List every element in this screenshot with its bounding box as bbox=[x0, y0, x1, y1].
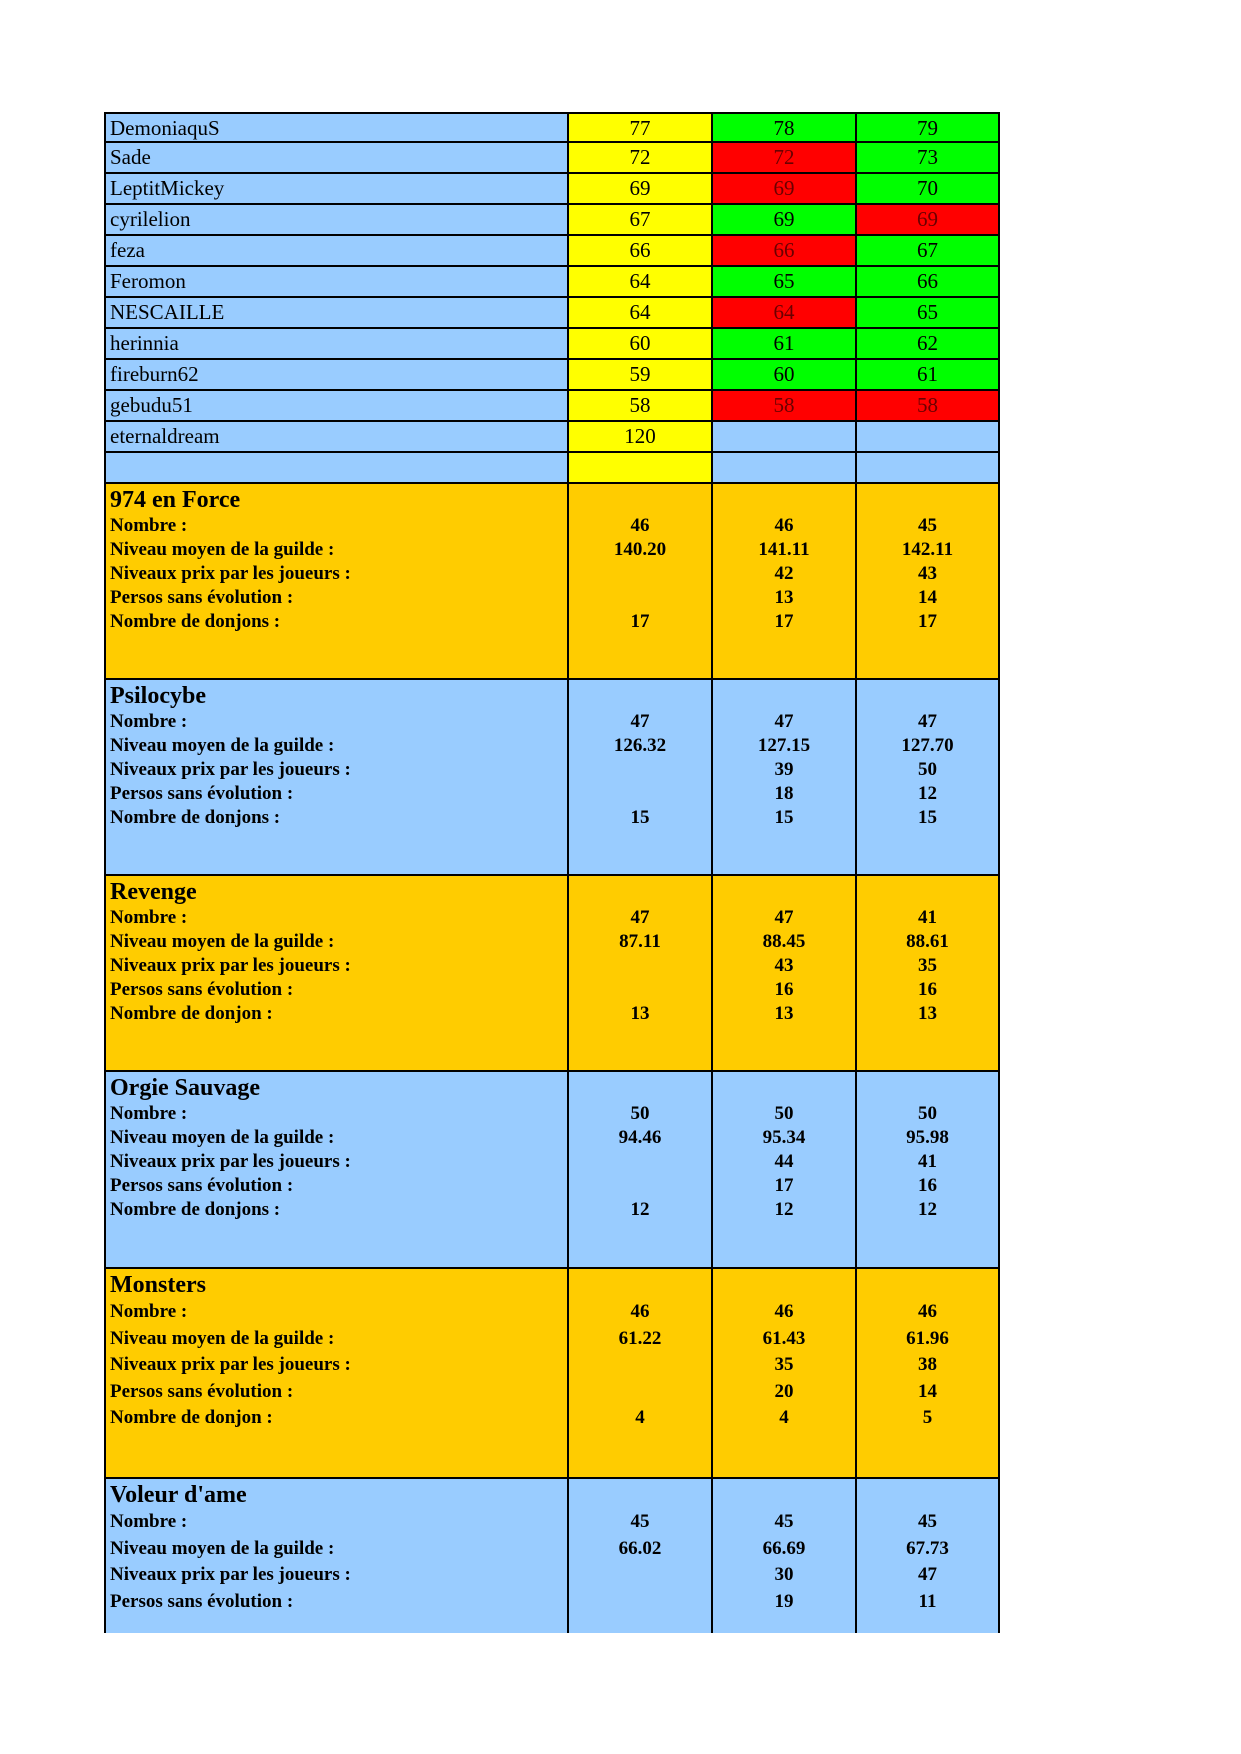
stat-value: 15 bbox=[918, 807, 937, 828]
stat-label: Niveaux prix par les joueurs : bbox=[110, 1151, 351, 1172]
level-week1: 64 bbox=[629, 300, 651, 324]
stat-value: 45 bbox=[774, 1511, 794, 1532]
player-name-cell[interactable] bbox=[104, 453, 569, 484]
level-week2: 69 bbox=[773, 207, 795, 231]
stat-label: Niveau moyen de la guilde : bbox=[110, 1537, 335, 1559]
level-week3-cell[interactable] bbox=[857, 298, 1000, 329]
guild-section bbox=[104, 1269, 1000, 1479]
guild-name: Monsters bbox=[110, 1272, 206, 1298]
guild-col2-cell[interactable] bbox=[713, 1072, 857, 1269]
level-week3: 67 bbox=[917, 238, 938, 262]
stat-value: 16 bbox=[774, 979, 794, 1000]
level-week3: 65 bbox=[917, 300, 938, 324]
guild-name: Voleur d'ame bbox=[110, 1482, 247, 1508]
level-week3-cell[interactable] bbox=[857, 329, 1000, 360]
stat-value: 5 bbox=[922, 1407, 933, 1428]
level-week1-cell[interactable] bbox=[569, 453, 713, 484]
stat-value bbox=[569, 1352, 711, 1379]
level-week1-cell[interactable] bbox=[569, 174, 713, 205]
level-week2-cell[interactable] bbox=[713, 143, 857, 174]
stat-label: Niveaux prix par les joueurs : bbox=[110, 1564, 351, 1585]
player-name-cell[interactable] bbox=[104, 422, 569, 453]
stat-value: 47 bbox=[774, 711, 794, 732]
stat-value: 46 bbox=[774, 1301, 794, 1322]
level-week3: 69 bbox=[917, 207, 938, 231]
stat-label: Nombre de donjons : bbox=[110, 611, 281, 632]
level-week3: 58 bbox=[917, 393, 938, 417]
player-name: LeptitMickey bbox=[110, 176, 225, 200]
level-week2-cell[interactable] bbox=[713, 236, 857, 267]
stat-value: 50 bbox=[918, 1103, 937, 1124]
level-week1: 67 bbox=[629, 207, 651, 231]
player-name: DemoniaquS bbox=[110, 116, 220, 140]
stat-value: 140.20 bbox=[613, 539, 667, 560]
level-week1: 77 bbox=[629, 116, 651, 140]
player-name-cell[interactable] bbox=[104, 391, 569, 422]
stat-label: Niveaux prix par les joueurs : bbox=[110, 1354, 351, 1375]
guild-col3-cell[interactable] bbox=[857, 484, 1000, 680]
stat-label: Nombre : bbox=[110, 711, 188, 732]
level-week1: 72 bbox=[629, 145, 651, 169]
guild-col3-cell[interactable] bbox=[857, 1269, 1000, 1479]
stat-value: 19 bbox=[774, 1590, 794, 1612]
player-name-cell[interactable] bbox=[104, 298, 569, 329]
player-row bbox=[104, 267, 1000, 298]
stat-value: 4 bbox=[779, 1407, 789, 1428]
stat-value: 47 bbox=[630, 711, 650, 732]
stat-value: 14 bbox=[918, 1380, 937, 1402]
stat-value: 43 bbox=[918, 563, 937, 584]
stat-label: Nombre de donjons : bbox=[110, 807, 281, 828]
player-name: eternaldream bbox=[110, 424, 220, 448]
stat-label: Nombre : bbox=[110, 907, 188, 928]
stat-value: 126.32 bbox=[613, 735, 667, 756]
guild-section bbox=[104, 680, 1000, 876]
stat-value: 88.45 bbox=[762, 931, 806, 952]
level-week1-cell[interactable] bbox=[569, 329, 713, 360]
guild-name: Orgie Sauvage bbox=[110, 1075, 260, 1101]
stat-value: 95.98 bbox=[906, 1127, 949, 1148]
stat-value: 46 bbox=[630, 1301, 650, 1322]
guild-col2-cell[interactable] bbox=[713, 1479, 857, 1633]
level-week3-cell[interactable] bbox=[857, 267, 1000, 298]
guild-section bbox=[104, 876, 1000, 1072]
level-week3-cell[interactable] bbox=[857, 236, 1000, 267]
stat-value: 46 bbox=[630, 515, 650, 536]
stat-value: 66.02 bbox=[618, 1537, 662, 1559]
guild-name: Revenge bbox=[110, 879, 197, 905]
stat-label: Niveaux prix par les joueurs : bbox=[110, 759, 351, 780]
stat-value: 94.46 bbox=[618, 1127, 662, 1148]
stat-value: 12 bbox=[918, 783, 937, 804]
level-week3: 79 bbox=[917, 116, 938, 140]
stat-value: 20 bbox=[774, 1380, 794, 1402]
player-row bbox=[104, 298, 1000, 329]
level-week2: 72 bbox=[773, 145, 795, 169]
level-week2-cell[interactable] bbox=[713, 298, 857, 329]
stat-value bbox=[569, 1174, 711, 1198]
player-name: NESCAILLE bbox=[110, 300, 225, 324]
level-week3: 70 bbox=[917, 176, 938, 200]
level-week1: 69 bbox=[629, 176, 651, 200]
guild-label-cell[interactable] bbox=[104, 1479, 569, 1633]
stat-label: Persos sans évolution : bbox=[110, 587, 294, 608]
stat-value: 16 bbox=[918, 1175, 937, 1196]
guild-col3-cell[interactable] bbox=[857, 680, 1000, 876]
level-week1-cell[interactable] bbox=[569, 267, 713, 298]
level-week2-cell[interactable] bbox=[713, 422, 857, 453]
guild-name: 974 en Force bbox=[110, 487, 241, 513]
stat-label: Niveaux prix par les joueurs : bbox=[110, 955, 351, 976]
guild-stats-sheet bbox=[104, 112, 1000, 1633]
guild-col1-cell[interactable] bbox=[569, 1479, 713, 1633]
stat-value: 4 bbox=[635, 1407, 645, 1428]
stat-label: Nombre de donjon : bbox=[110, 1407, 273, 1428]
stat-value: 41 bbox=[918, 1151, 937, 1172]
stat-value: 13 bbox=[630, 1003, 650, 1024]
level-week3-cell[interactable] bbox=[857, 112, 1000, 143]
stat-value: 45 bbox=[918, 515, 937, 536]
level-week3-cell[interactable] bbox=[857, 453, 1000, 484]
stat-value: 17 bbox=[918, 611, 937, 632]
guild-label-cell[interactable] bbox=[104, 876, 569, 1072]
stat-value: 50 bbox=[630, 1103, 650, 1124]
level-week1-cell[interactable] bbox=[569, 236, 713, 267]
player-name: herinnia bbox=[110, 331, 179, 355]
level-week1-cell[interactable] bbox=[569, 391, 713, 422]
guild-col1-cell[interactable] bbox=[569, 876, 713, 1072]
stat-value: 141.11 bbox=[758, 539, 810, 560]
player-row bbox=[104, 143, 1000, 174]
stat-value bbox=[569, 1379, 711, 1406]
guild-col2-cell[interactable] bbox=[713, 876, 857, 1072]
level-week3: 73 bbox=[917, 145, 938, 169]
player-row bbox=[104, 236, 1000, 267]
stat-label: Nombre de donjons : bbox=[110, 1199, 281, 1220]
level-week2: 60 bbox=[773, 362, 795, 386]
guild-col1-cell[interactable] bbox=[569, 484, 713, 680]
level-week2: 65 bbox=[773, 269, 795, 293]
player-row bbox=[104, 174, 1000, 205]
guild-col2-cell[interactable] bbox=[713, 1269, 857, 1479]
level-week2-cell[interactable] bbox=[713, 205, 857, 236]
player-row bbox=[104, 360, 1000, 391]
level-week3-cell[interactable] bbox=[857, 422, 1000, 453]
player-name: gebudu51 bbox=[110, 393, 193, 417]
level-week1-cell[interactable] bbox=[569, 360, 713, 391]
stat-value: 30 bbox=[774, 1564, 794, 1585]
level-week1: 64 bbox=[629, 269, 651, 293]
player-name: cyrilelion bbox=[110, 207, 191, 231]
player-name-cell[interactable] bbox=[104, 267, 569, 298]
level-week3-cell[interactable] bbox=[857, 391, 1000, 422]
guild-col1-cell[interactable] bbox=[569, 1269, 713, 1479]
stat-value: 67.73 bbox=[906, 1537, 949, 1559]
level-week1-cell[interactable] bbox=[569, 298, 713, 329]
player-levels-table bbox=[104, 112, 1000, 484]
stat-label: Niveaux prix par les joueurs : bbox=[110, 563, 351, 584]
stat-value: 127.70 bbox=[901, 735, 954, 756]
stat-value: 16 bbox=[918, 979, 937, 1000]
stat-value: 13 bbox=[774, 587, 794, 608]
guild-section bbox=[104, 1479, 1000, 1633]
guild-section bbox=[104, 1072, 1000, 1269]
stat-label: Nombre de donjon : bbox=[110, 1003, 273, 1024]
stat-value bbox=[569, 1150, 711, 1174]
stat-value: 12 bbox=[918, 1199, 937, 1220]
level-week2: 66 bbox=[773, 238, 795, 262]
stat-value bbox=[569, 782, 711, 806]
stat-label: Nombre : bbox=[110, 515, 188, 536]
guild-label-cell[interactable] bbox=[104, 1269, 569, 1479]
stat-label: Persos sans évolution : bbox=[110, 1175, 294, 1196]
stat-value: 43 bbox=[774, 955, 794, 976]
level-week2-cell[interactable] bbox=[713, 267, 857, 298]
level-week2: 78 bbox=[773, 116, 795, 140]
stat-value: 61.43 bbox=[762, 1327, 806, 1349]
level-week1: 60 bbox=[629, 331, 651, 355]
stat-value bbox=[569, 1562, 711, 1589]
level-week2-cell[interactable] bbox=[713, 360, 857, 391]
stat-value: 46 bbox=[918, 1301, 937, 1322]
guild-col1-cell[interactable] bbox=[569, 680, 713, 876]
stat-value: 46 bbox=[774, 515, 794, 536]
stat-value: 61.22 bbox=[618, 1327, 662, 1349]
level-week2: 58 bbox=[773, 393, 795, 417]
player-name: fireburn62 bbox=[110, 362, 199, 386]
level-week2-cell[interactable] bbox=[713, 329, 857, 360]
level-week1-cell[interactable] bbox=[569, 143, 713, 174]
level-week3-cell[interactable] bbox=[857, 360, 1000, 391]
guild-label-cell[interactable] bbox=[104, 1072, 569, 1269]
stat-value: 44 bbox=[774, 1151, 794, 1172]
stat-value: 12 bbox=[774, 1199, 794, 1220]
stat-label: Niveau moyen de la guilde : bbox=[110, 735, 335, 756]
stat-value: 88.61 bbox=[906, 931, 949, 952]
stat-value: 87.11 bbox=[619, 931, 661, 952]
guild-label-cell[interactable] bbox=[104, 680, 569, 876]
player-row bbox=[104, 453, 1000, 484]
stat-value: 35 bbox=[774, 1354, 794, 1375]
level-week3-cell[interactable] bbox=[857, 205, 1000, 236]
player-name-cell[interactable] bbox=[104, 329, 569, 360]
stat-value: 45 bbox=[918, 1511, 937, 1532]
stat-value: 17 bbox=[774, 611, 794, 632]
stat-value: 47 bbox=[630, 907, 650, 928]
level-week2-cell[interactable] bbox=[713, 112, 857, 143]
guild-col2-cell[interactable] bbox=[713, 680, 857, 876]
stat-value bbox=[569, 562, 711, 586]
player-name-cell[interactable] bbox=[104, 236, 569, 267]
level-week3: 61 bbox=[917, 362, 938, 386]
player-name-cell[interactable] bbox=[104, 174, 569, 205]
level-week1: 120 bbox=[624, 424, 656, 448]
stat-label: Nombre : bbox=[110, 1301, 188, 1322]
guild-summary-table bbox=[104, 484, 1000, 1633]
stat-value: 15 bbox=[630, 807, 650, 828]
level-week1: 58 bbox=[629, 393, 651, 417]
stat-value: 17 bbox=[630, 611, 650, 632]
stat-value: 13 bbox=[774, 1003, 794, 1024]
stat-value bbox=[569, 978, 711, 1002]
stat-value: 41 bbox=[918, 907, 937, 928]
player-name-cell[interactable] bbox=[104, 360, 569, 391]
stat-value: 66.69 bbox=[762, 1537, 806, 1559]
stat-value bbox=[569, 954, 711, 978]
guild-col1-cell[interactable] bbox=[569, 1072, 713, 1269]
stat-value bbox=[569, 1589, 711, 1616]
stat-value: 95.34 bbox=[762, 1127, 806, 1148]
stat-value: 35 bbox=[918, 955, 937, 976]
stat-label: Persos sans évolution : bbox=[110, 1380, 294, 1402]
stat-value: 47 bbox=[774, 907, 794, 928]
guild-col3-cell[interactable] bbox=[857, 1072, 1000, 1269]
stat-label: Nombre : bbox=[110, 1103, 188, 1124]
stat-value: 127.15 bbox=[757, 735, 811, 756]
stat-value: 45 bbox=[630, 1511, 650, 1532]
stat-value: 47 bbox=[918, 1564, 937, 1585]
player-name-cell[interactable] bbox=[104, 112, 569, 143]
stat-value: 17 bbox=[774, 1175, 794, 1196]
level-week1: 66 bbox=[629, 238, 651, 262]
player-name: Sade bbox=[110, 145, 151, 169]
level-week1-cell[interactable] bbox=[569, 422, 713, 453]
level-week2: 69 bbox=[773, 176, 795, 200]
stat-value: 18 bbox=[774, 783, 794, 804]
player-name-cell[interactable] bbox=[104, 143, 569, 174]
stat-value: 42 bbox=[774, 563, 794, 584]
stat-value: 11 bbox=[918, 1590, 937, 1612]
player-row bbox=[104, 391, 1000, 422]
level-week2: 61 bbox=[773, 331, 795, 355]
player-row bbox=[104, 112, 1000, 143]
player-row bbox=[104, 422, 1000, 453]
player-name: feza bbox=[110, 238, 145, 262]
guild-name: Psilocybe bbox=[110, 683, 206, 709]
guild-label-cell[interactable] bbox=[104, 484, 569, 680]
stat-value: 50 bbox=[774, 1103, 794, 1124]
level-week3: 66 bbox=[917, 269, 938, 293]
stat-label: Niveau moyen de la guilde : bbox=[110, 1127, 335, 1148]
stat-value: 13 bbox=[918, 1003, 937, 1024]
stat-value: 12 bbox=[630, 1199, 650, 1220]
level-week3: 62 bbox=[917, 331, 938, 355]
player-row bbox=[104, 329, 1000, 360]
stat-value bbox=[569, 758, 711, 782]
stat-label: Niveau moyen de la guilde : bbox=[110, 931, 335, 952]
stat-label: Niveau moyen de la guilde : bbox=[110, 1327, 335, 1349]
stat-label: Niveau moyen de la guilde : bbox=[110, 539, 335, 560]
level-week1-cell[interactable] bbox=[569, 112, 713, 143]
stat-label: Persos sans évolution : bbox=[110, 979, 294, 1000]
player-name-cell[interactable] bbox=[104, 205, 569, 236]
player-row bbox=[104, 205, 1000, 236]
level-week2-cell[interactable] bbox=[713, 391, 857, 422]
guild-col3-cell[interactable] bbox=[857, 876, 1000, 1072]
level-week2: 64 bbox=[773, 300, 795, 324]
stat-value: 38 bbox=[918, 1354, 937, 1375]
level-week3-cell[interactable] bbox=[857, 174, 1000, 205]
stat-value: 39 bbox=[774, 759, 794, 780]
stat-label: Persos sans évolution : bbox=[110, 783, 294, 804]
player-name: Feromon bbox=[110, 269, 186, 293]
stat-value: 61.96 bbox=[906, 1327, 949, 1349]
level-week2-cell[interactable] bbox=[713, 453, 857, 484]
stat-value: 15 bbox=[774, 807, 794, 828]
stat-value: 47 bbox=[918, 711, 937, 732]
level-week2-cell[interactable] bbox=[713, 174, 857, 205]
guild-col3-cell[interactable] bbox=[857, 1479, 1000, 1633]
stat-label: Persos sans évolution : bbox=[110, 1590, 294, 1612]
stat-value: 142.11 bbox=[901, 539, 954, 560]
guild-col2-cell[interactable] bbox=[713, 484, 857, 680]
stat-value: 14 bbox=[918, 587, 937, 608]
level-week3-cell[interactable] bbox=[857, 143, 1000, 174]
guild-section bbox=[104, 484, 1000, 680]
level-week1-cell[interactable] bbox=[569, 205, 713, 236]
stat-value: 50 bbox=[918, 759, 937, 780]
stat-label: Nombre : bbox=[110, 1511, 188, 1532]
stat-value bbox=[569, 586, 711, 610]
level-week1: 59 bbox=[629, 362, 651, 386]
